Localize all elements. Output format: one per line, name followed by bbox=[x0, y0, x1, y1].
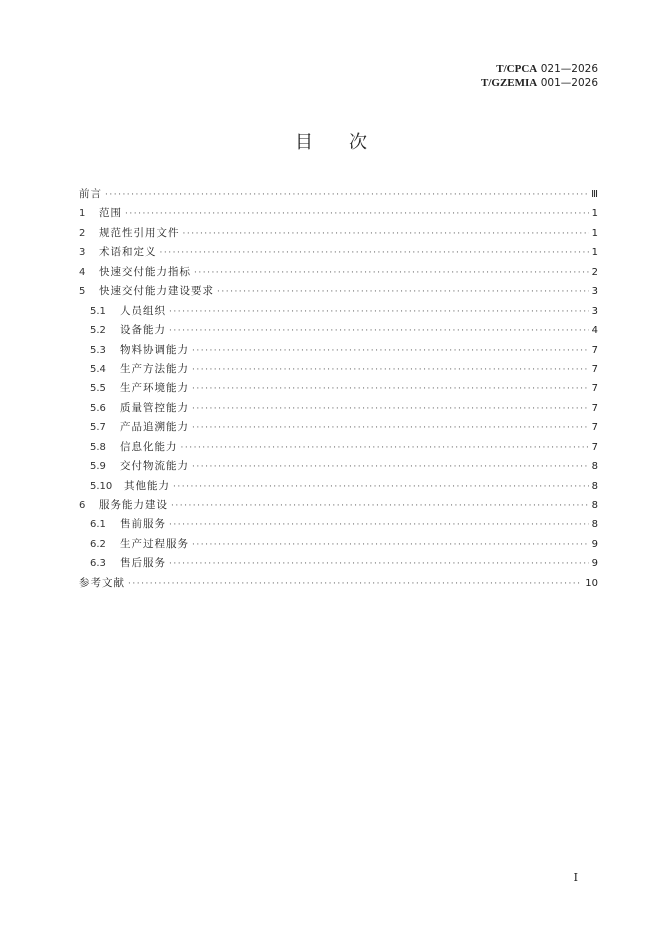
toc-entry-foreword[interactable]: 前言 ····· Ⅲ bbox=[79, 185, 598, 204]
toc-entry-5-8[interactable]: 5.8 信息化能力 ····· 7 bbox=[79, 438, 598, 457]
toc-entry-5-6[interactable]: 5.6 质量管控能力 ····· 7 bbox=[79, 399, 598, 418]
table-of-contents bbox=[79, 185, 598, 593]
toc-entry-5-7[interactable]: 5.7 产品追溯能力 ····· 7 bbox=[79, 418, 598, 437]
toc-entry-3[interactable]: 3 术语和定义 ····· 1 bbox=[79, 243, 598, 262]
page-title: 目 次 bbox=[295, 132, 367, 153]
toc-entry-5-10[interactable]: 5.10 其他能力 ····· 8 bbox=[79, 477, 598, 496]
standard-codes bbox=[481, 62, 598, 90]
toc-entry-6-2[interactable]: 6.2 生产过程服务 ····· 9 bbox=[79, 535, 598, 554]
toc-entry-6-1[interactable]: 6.1 售前服务 ····· 8 bbox=[79, 515, 598, 534]
toc-entry-1[interactable]: 1 范围 ····· 1 bbox=[79, 204, 598, 223]
toc-entry-5-3[interactable]: 5.3 物料协调能力 ····· 7 bbox=[79, 341, 598, 360]
standard-code-cpca: T/CPCA 021—2026 bbox=[496, 63, 598, 75]
toc-entry-2[interactable]: 2 规范性引用文件 ····· 1 bbox=[79, 224, 598, 243]
toc-entry-5[interactable]: 5 快速交付能力建设要求 ····· 3 bbox=[79, 282, 598, 301]
toc-entry-4[interactable]: 4 快速交付能力指标 ····· 2 bbox=[79, 263, 598, 282]
toc-entry-5-9[interactable]: 5.9 交付物流能力 ····· 8 bbox=[79, 457, 598, 476]
toc-entry-references[interactable]: 参考文献 ····· 10 bbox=[79, 574, 598, 593]
toc-entry-5-1[interactable]: 5.1 人员组织 ····· 3 bbox=[79, 302, 598, 321]
toc-entry-6[interactable]: 6 服务能力建设 ····· 8 bbox=[79, 496, 598, 515]
page-number: I bbox=[573, 871, 578, 884]
toc-entry-5-4[interactable]: 5.4 生产方法能力 ····· 7 bbox=[79, 360, 598, 379]
toc-entry-5-5[interactable]: 5.5 生产环境能力 ····· 7 bbox=[79, 379, 598, 398]
standard-code-gzemia: T/GZEMIA 001—2026 bbox=[481, 77, 598, 89]
toc-entry-5-2[interactable]: 5.2 设备能力 ····· 4 bbox=[79, 321, 598, 340]
toc-entry-6-3[interactable]: 6.3 售后服务 ····· 9 bbox=[79, 554, 598, 573]
